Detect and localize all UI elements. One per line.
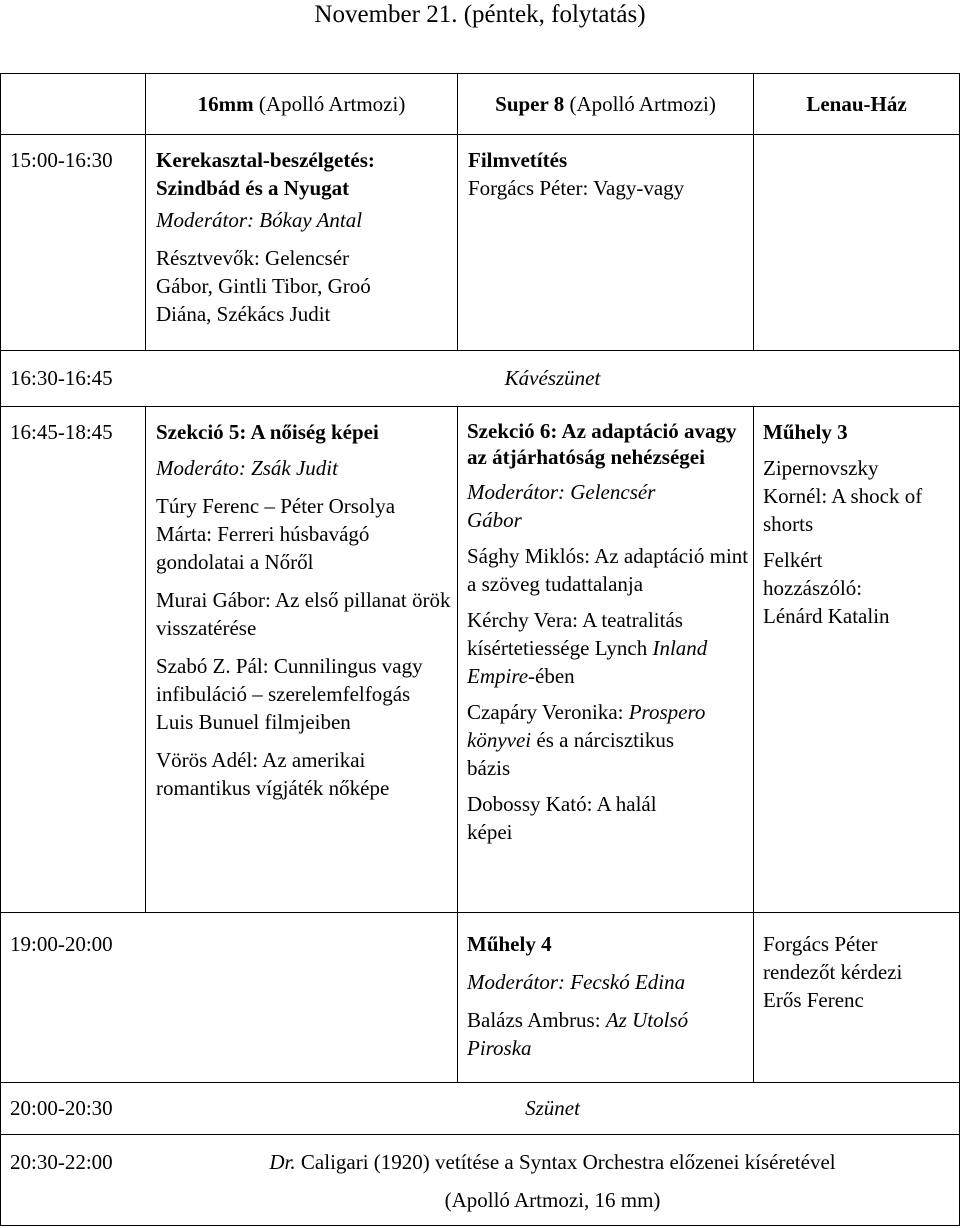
time-slot: 19:00-20:00 (10, 932, 113, 956)
screening-text: Dr. (269, 1150, 296, 1174)
column-border (457, 406, 458, 1083)
session-title: Szekció 6: Az adaptáció avagy az átjárhatóság nehézségei (467, 419, 737, 469)
book-title: Prospero könyvei (467, 700, 706, 752)
row-border (0, 912, 960, 913)
break: Szünet (525, 1096, 580, 1120)
session-title: Műhely 4 (467, 932, 552, 956)
screening-venue: (Apolló Artmozi, 16 mm) (444, 1188, 661, 1212)
time-slot: 20:30-22:00 (10, 1150, 113, 1174)
time-slot: 15:00-16:30 (10, 148, 113, 172)
header-16mm (146, 90, 457, 118)
moderator: Moderáto: Zsák Judit (156, 456, 338, 480)
list-item (467, 698, 717, 782)
row-border (0, 406, 960, 407)
list-item: Vörös Adél: Az amerikai romantikus vígjáték nőképe (156, 748, 390, 800)
time-slot: 16:45-18:45 (10, 420, 113, 444)
screening-text: Forgács Péter: Vagy-vagy (468, 176, 685, 200)
list-item: Sághy Miklós: Az adaptáció mint a szöveg tudattalanja (467, 544, 749, 596)
session-title: Szekció 5: A nőiség képei (156, 420, 379, 444)
list-item-text: Kérchy Vera: A teatralitás kísértetiessége Lynch (467, 608, 683, 660)
list-item-text: Czapáry Veronika: (467, 700, 629, 724)
page-title: November 21. (péntek, folytatás) (314, 1, 646, 28)
list-item (467, 1006, 742, 1062)
time-slot: 16:30-16:45 (10, 366, 113, 390)
table-top-border (0, 73, 960, 74)
director-talk-cell: Forgács Péter rendezőt kérdezi Erős Ferenc (763, 932, 903, 1012)
header-super8-bold: Super 8 (495, 92, 565, 116)
list-item: Dobossy Kató: A halál képei (467, 792, 657, 844)
book-title: Az Utolsó Piroska (467, 1008, 689, 1060)
coffee-break: Kávészünet (504, 366, 601, 390)
screening-cell (468, 146, 748, 202)
session-5-cell (156, 418, 452, 810)
list-item: Murai Gábor: Az első pillanat örök visszatérése (156, 588, 451, 640)
column-border (753, 406, 754, 1083)
table-left-border (0, 73, 1, 1226)
session-title: Filmvetítés (468, 148, 568, 172)
roundtable-cell (156, 146, 451, 336)
column-border (145, 406, 146, 913)
screening-text: Caligari (1920) vetítése a Syntax Orchestra előzenei kíséretével (295, 1150, 836, 1174)
workshop-3-cell (763, 418, 953, 638)
session-title: Kerekasztal-beszélgetés: Szindbád és a Nyugat (156, 148, 375, 200)
participants: Résztvevők: Gelencsér Gábor, Gintli Tibor, Groó Diána, Székács Judit (156, 246, 371, 326)
row-border (0, 1082, 960, 1083)
header-lenau: Lenau-Ház (806, 92, 907, 116)
list-item: Szabó Z. Pál: Cunnilingus vagy infibuláció – szerelemfelfogás Luis Bunuel filmjeiben (156, 654, 423, 734)
screening-line (146, 1148, 959, 1176)
moderator: Moderátor: Bókay Antal (156, 208, 363, 232)
film-title: Inland Empire (467, 636, 708, 688)
table-bottom-border (0, 1225, 960, 1226)
list-item-text: és a nárcisztikus bázis (467, 728, 674, 780)
session-6-cell (467, 418, 751, 854)
list-item: Zipernovszky Kornél: A shock of shorts (763, 456, 923, 536)
workshop-4-cell (467, 930, 751, 1070)
header-super8-rest: (Apolló Artmozi) (564, 92, 716, 116)
list-item (467, 606, 727, 690)
time-slot: 20:00-20:30 (10, 1096, 113, 1120)
moderator: Moderátor: Gelencsér Gábor (467, 480, 656, 532)
caligari-screening (146, 1148, 959, 1214)
row-border (0, 350, 960, 351)
list-item: Túry Ferenc – Péter Orsolya Márta: Ferreri húsbavágó gondolatai a Nőről (156, 494, 396, 574)
moderator: Moderátor: Fecskó Edina (467, 970, 686, 994)
header-super8 (458, 90, 753, 118)
list-item-text: -ében (528, 664, 575, 688)
row-border (0, 1134, 960, 1135)
row-border (0, 134, 960, 135)
session-title: Műhely 3 (763, 420, 848, 444)
header-16mm-bold: 16mm (197, 92, 254, 116)
list-item-text: Balázs Ambrus: (467, 1008, 606, 1032)
list-item: Felkért hozzászóló: Lénárd Katalin (763, 548, 890, 628)
header-16mm-rest: (Apolló Artmozi) (253, 92, 406, 116)
